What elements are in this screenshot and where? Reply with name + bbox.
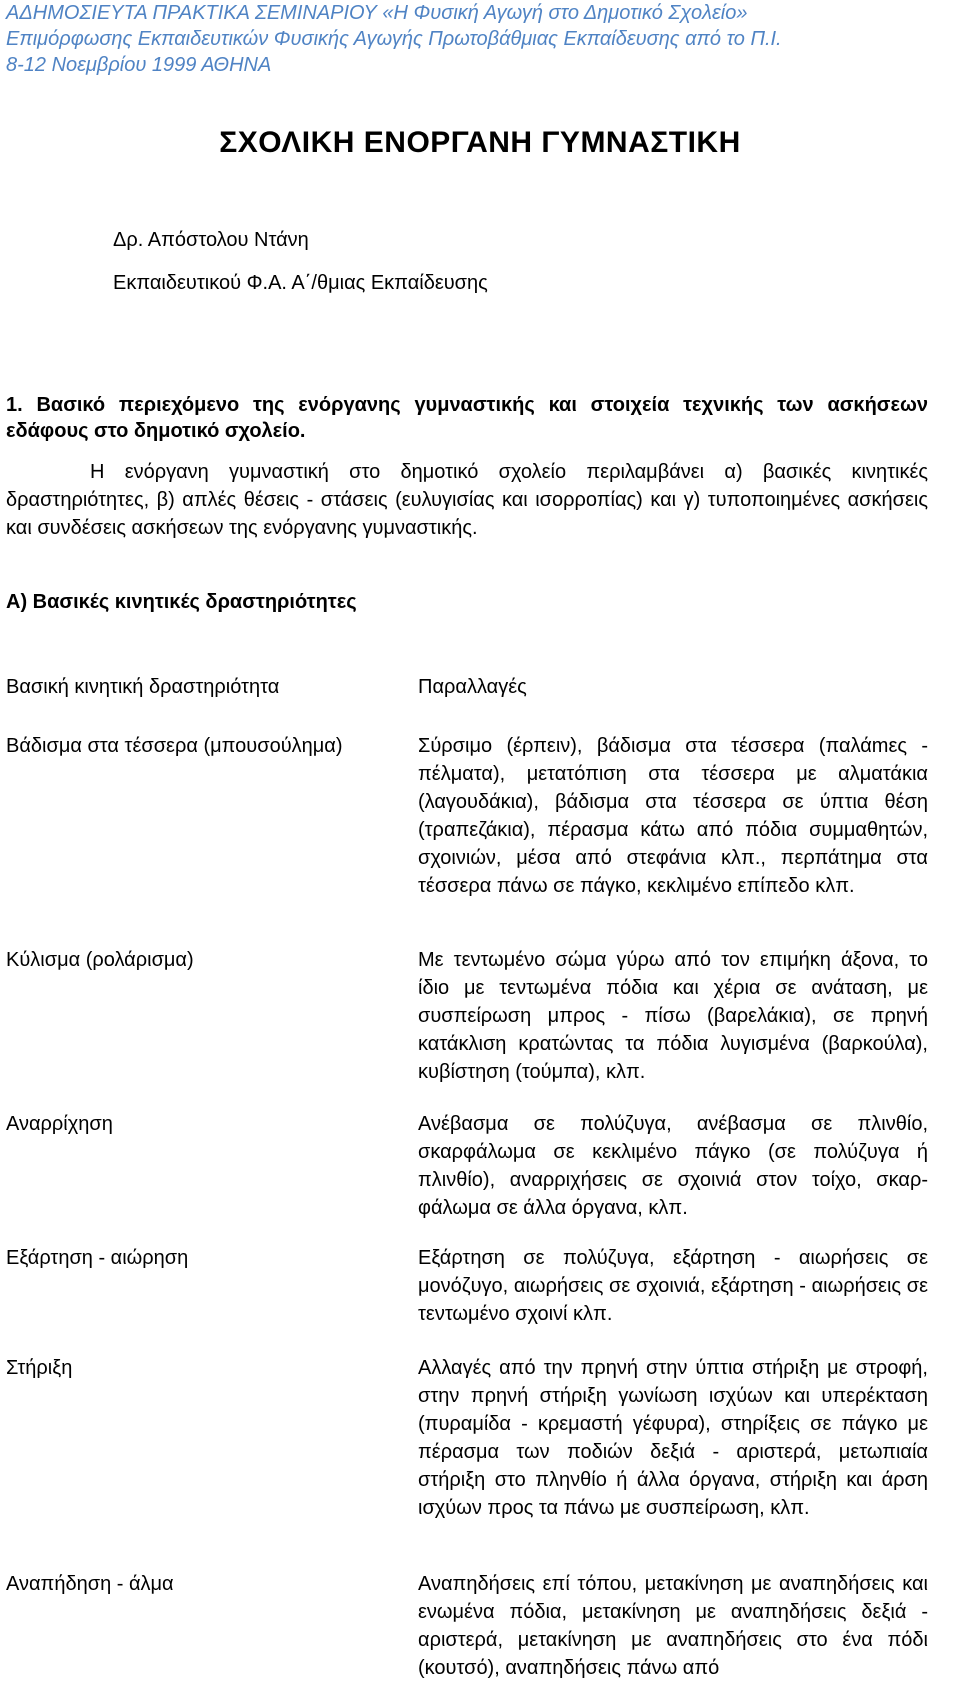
variations-cell: Αναπηδήσεις επί τόπου, μετακίνηση με αναπηδήσεις και ενωμένα πόδια, μετακίνηση με αναπηδήσεις δεξιά - αριστερά, μετακίνηση με αναπηδήσεις στο ένα πόδι (κουτσό), αναπηδήσεις πάνω από (418, 1573, 928, 1679)
activity-cell: Στήριξη (6, 1357, 73, 1379)
section-1-heading: 1. Βασικό περιεχόμενο της ενόργανης γυμναστικής και στοιχεία τεχνικής των ασκήσεων εδάφους στο δημοτικό σχολείο. (6, 394, 928, 442)
page-title: ΣΧΟΛΙΚΗ ΕΝΟΡΓΑΝΗ ΓΥΜΝΑΣΤΙΚΗ (219, 126, 741, 159)
header-line-2: Επιμόρφωσης Εκπαιδευτικών Φυσικής Αγωγής Πρωτοβάθμιας Εκπαίδευσης από το Π.Ι. (6, 28, 782, 50)
table-header-activity: Βασική κινητική δραστηριότητα (6, 676, 280, 698)
activity-cell: Κύλισμα (ρολάρισμα) (6, 949, 194, 971)
variations-cell: Ανέβασμα σε πολύζυγα, ανέβασμα σε πλινθίο, σκαρφάλωμα σε κεκλιμένο πάγκο (σε πολύζυγα ή πλινθίο), αναρριχήσεις σε σχοινιά στον τοίχο, σκαρφάλωμα σε άλλα όργανα, κλπ. (418, 1113, 928, 1219)
header-line-1: ΑΔΗΜΟΣΙΕΥΤΑ ΠΡΑΚΤΙΚΑ ΣΕΜΙΝΑΡΙΟΥ «Η Φυσική Αγωγή στο Δημοτικό Σχολείο» (6, 2, 748, 24)
seminar-header (6, 0, 782, 78)
intro-paragraph: Η ενόργανη γυμναστική στο δημοτικό σχολείο περιλαμβάνει α) βασικές κινητικές δραστηριότητες, β) απλές θέσεις - στάσεις (ευλυγισίας και ισορροπίας) και γ) τυποποιημένες ασκήσεις και συνδέσεις ασκήσεων της ενόργανης γυμναστικής. (6, 461, 928, 539)
activity-cell: Εξάρτηση - αιώρηση (6, 1247, 189, 1269)
activity-cell: Αναρρίχηση (6, 1113, 113, 1135)
table-header-variations: Παραλλαγές (418, 676, 527, 698)
variations-cell: Εξάρτηση σε πολύζυγα, εξάρτηση - αιωρήσεις σε μονόζυγο, αιωρήσεις σε σχοινιά, εξάρτηση - αιωρήσεις σε τεντωμένο σχοινί κλπ. (418, 1247, 928, 1325)
author-role: Εκπαιδευτικού Φ.Α. Α΄/θμιας Εκπαίδευσης (113, 272, 488, 294)
header-line-3: 8-12 Νοεμβρίου 1999 ΑΘΗΝΑ (6, 54, 272, 76)
variations-cell: Σύρσιμο (έρπειν), βάδισμα στα τέσσερα (παλάmες - πέλματα), μετατόπιση στα τέσσερα με αλματάκια (λαγουδάκια), βάδισμα στα τέσσερα σε ύπτια θέση (τραπεζάκια), πέρασμα κάτω από πόδια συμμαθητών, σχοινιών, μέσα από στεφάνια κλπ., περπάτημα στα τέσσερα πάνω σε πάγκο, κεκλιμένο επίπεδο κλπ. (418, 735, 928, 897)
section-a-heading: Α) Βασικές κινητικές δραστηριότητες (6, 591, 357, 613)
author-name: Δρ. Απόστολου Ντάνη (113, 229, 309, 251)
variations-cell: Με τεντωμένο σώμα γύρω από τον επιμήκη άξονα, το ίδιο με τεντωμένα πόδια και χέρια σε ανάταση, με συσπείρωση μπρος - πίσω (βαρελάκια), σε πρηνή κατάκλιση κρατώντας τα πόδια λυγισμένα (βαρκούλα), κυβίστηση (τούμπα), κλπ. (418, 949, 928, 1083)
activity-cell: Αναπήδηση - άλμα (6, 1573, 174, 1595)
variations-cell: Αλλαγές από την πρηνή στην ύπτια στήριξη με στροφή, στην πρηνή στήριξη γωνίωση ισχύων και υπερέκταση (πυραμίδα - κρεμαστή γέφυρα), στηρίξεις σε πάγκο με πέρασμα των ποδιών δεξιά - αριστερά, μετωπιαία στήριξη στο πληνθίο ή άλλα όργανα, στήριξη και άρση ισχύων προς τα πάνω με συσπείρωση, κλπ. (418, 1357, 928, 1519)
activity-cell: Βάδισμα στα τέσσερα (μπουσούλημα) (6, 735, 343, 757)
